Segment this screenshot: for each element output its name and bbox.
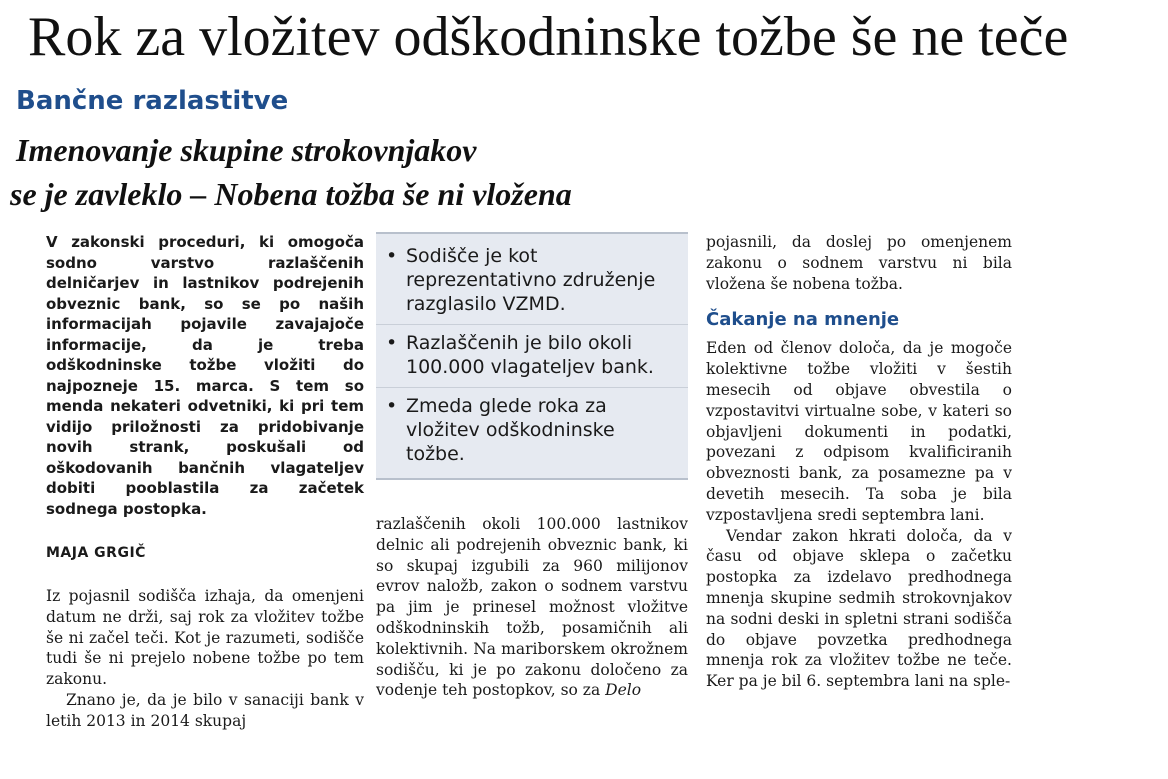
fact-text: Zmeda glede roka za vložitev odškodninske tožbe. <box>406 395 615 465</box>
fact-item <box>376 387 688 474</box>
headline: Rok za vložitev odškodninske tožbe še ne teče <box>28 6 1069 68</box>
subheadline <box>10 128 710 216</box>
body-paragraph-2: Znano je, da je bilo v sanaciji bank v letih 2013 in 2014 skupaj <box>46 690 364 730</box>
subhead-line-1: Imenovanje skupine strokovnjakov <box>16 132 477 168</box>
body-paragraph-3-text: razlaščenih okoli 100.000 lastnikov delnic ali podrejenih obveznic bank, ki so skupaj izgubili za 960 milijonov evrov naložb, zakon o sodnem varstvu pa jim je prinesel možnost vložitve odškodninskih tožb, posamičnih ali kolektivnih. Na mariborskem okrožnem sodišču, ki je po zakonu določeno za vodenje teh postopkov, so za <box>376 515 688 700</box>
fact-item <box>376 324 688 387</box>
column-3 <box>706 232 1012 692</box>
fact-text: Sodišče je kot reprezentativno združenje razglasilo VZMD. <box>406 245 656 315</box>
author-byline: MAJA GRGIČ <box>46 545 146 561</box>
lede-paragraph: V zakonski proceduri, ki omogoča sodno varstvo razlaščenih delničarjev in lastnikov podrejenih obveznic bank, so se po naših informacijah pojavile zavajajoče informacije, da je treba odškodninske tožbe vložiti do najpozneje 15. marca. S tem so menda nekateri odvetniki, ki pri tem vidijo priložnosti za pridobivanje novih strank, poskušali od oškodovanih bančnih vlagateljev dobiti pooblastila za začetek sodnega postopka. <box>46 233 364 518</box>
bullet-icon: • <box>386 245 398 267</box>
fact-box <box>376 232 688 480</box>
fact-item <box>376 238 688 324</box>
fact-text: Razlaščenih je bilo okoli 100.000 vlagateljev bank. <box>406 332 654 378</box>
section-heading: Čakanje na mnenje <box>706 309 900 331</box>
body-paragraph-6: Vendar zakon hkrati določa, da v času od objave sklepa o začetku postopka za izdelavo predhodnega mnenja skupine sedmih strokovnjakov na sodni deski in spletni strani sodišča do objave povzetka predhodnega mnenja rok za vložitev tožbe ne teče. Ker pa je bil 6. septembra lani na sple- <box>706 526 1012 691</box>
body-paragraph-3 <box>376 514 688 701</box>
publication-name: Delo <box>605 681 642 700</box>
kicker: Bančne razlastitve <box>16 86 289 116</box>
bullet-icon: • <box>386 395 398 417</box>
body-paragraph-1: Iz pojasnil sodišča izhaja, da omenjeni datum ne drži, saj rok za vložitev tožbe še ni začel teči. Kot je razumeti, sodišče tudi še ni prejelo nobene tožbe po tem zakonu. <box>46 587 364 689</box>
column-1 <box>46 232 364 732</box>
bullet-icon: • <box>386 332 398 354</box>
column-2 <box>376 232 688 701</box>
body-paragraph-5: Eden od členov določa, da je mogoče kolektivne tožbe vložiti v šestih mesecih od objave obvestila o vzpostavitvi virtualne sobe, v kateri so objavljeni dokumenti in podatki, povezani z odpisom kvalificiranih obveznosti bank, za posamezne pa v devetih mesecih. Ta soba je bila vzpostavljena sredi septembra lani. <box>706 339 1012 524</box>
subhead-line-2: se je zavleklo – Nobena tožba še ni vložena <box>10 176 572 212</box>
body-paragraph-4: pojasnili, da doslej po omenjenem zakonu o sodnem varstvu ni bila vložena še nobena tožba. <box>706 233 1012 293</box>
